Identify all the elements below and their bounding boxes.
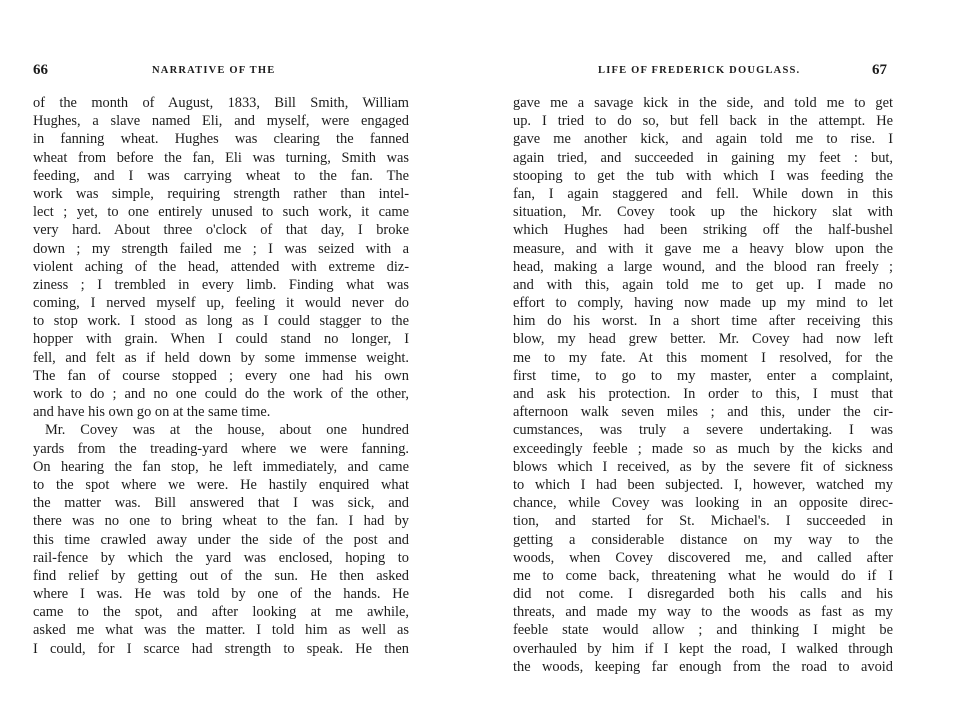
text-line: him do his worst. In a short time after receiving this [513, 313, 893, 330]
text-line: I could, for I scarce had strength to speak. He then [33, 640, 409, 657]
right-page-text [513, 94, 893, 676]
text-line: Mr. Covey was at the house, about one hundred [45, 422, 409, 439]
text-line: first time, to go to my master, enter a complaint, [513, 367, 893, 384]
text-line: blows which I received, as by the severe fit of sickness [513, 458, 893, 475]
text-line: tion, and started for St. Michael's. I succeeded in [513, 513, 893, 530]
text-line: cumstances, was truly a severe undertaking. I was [513, 422, 893, 439]
text-line: stooping to get the tub with which I was feeding the [513, 167, 893, 184]
text-line: the woods, keeping far enough from the road to avoid [513, 658, 893, 675]
text-line: came to the spot, and after looking at me awhile, [33, 604, 409, 621]
text-line: and with this, again told me to get up. I made no [513, 276, 893, 293]
text-line: work to do ; and no one could do the work of the other, [33, 386, 409, 402]
text-line: to stop work. I stood as long as I could stagger to the [33, 313, 409, 330]
text-line: Hughes, a slave named Eli, and myself, were engaged [33, 113, 409, 130]
text-line: coming, I nerved myself up, feeling it would never do [33, 295, 409, 312]
right-page [490, 0, 980, 727]
text-line: ziness ; I trembled in every limb. Finding what was [33, 276, 409, 293]
text-line: chance, while Covey was looking in an opposite direc- [513, 495, 893, 512]
text-line: of the month of August, 1833, Bill Smith, William [33, 95, 409, 111]
text-line: The fan of course stopped ; every one had his own [33, 367, 409, 384]
text-line: yards from the treading-yard where we were fanning. [33, 440, 409, 457]
text-line: On hearing the fan stop, he left immediately, and came [33, 458, 409, 475]
text-line: and ask his protection. In order to this, I must that [513, 386, 893, 402]
text-line: down ; my strength failed me ; I was seized with a [33, 240, 409, 257]
text-line: this time crawled away under the side of the post and [33, 531, 409, 548]
text-line: overhauled by him if I kept the road, I walked through [513, 640, 893, 657]
text-line: exceedingly feeble ; made so as much by the kicks and [513, 440, 893, 457]
text-line: in fanning wheat. Hughes was clearing the fanned [33, 131, 409, 148]
text-line: rail-fence by which the yard was enclosed, hoping to [33, 549, 409, 566]
text-line: gave me another kick, and again told me to rise. I [513, 131, 893, 148]
page-number-left: 66 [33, 62, 48, 78]
text-line: where I was. He was told by one of the hands. He [33, 586, 409, 603]
running-head-right: LIFE OF FREDERICK DOUGLASS. [598, 65, 801, 76]
text-line: did not come. I disregarded both his calls and his [513, 586, 893, 603]
text-line: gave me a savage kick in the side, and told me to get [513, 95, 893, 111]
text-line: fell, and felt as if held down by some immense weight. [33, 349, 409, 366]
text-line: the matter was. Bill answered that I was sick, and [33, 495, 409, 512]
text-line: again tried, and succeeded in gaining my feet : but, [513, 149, 893, 166]
text-line: situation, Mr. Covey took up the hickory slat with [513, 204, 893, 221]
text-line: wheat from before the fan, Eli was turning, Smith was [33, 149, 409, 166]
text-line: fan, I again staggered and fell. While down in this [513, 185, 893, 202]
text-line: asked me what was the matter. I told him as well as [33, 622, 409, 639]
text-line: up. I tried to do so, but fell back in the attempt. He [513, 113, 893, 130]
text-line: violent aching of the head, attended with extreme diz- [33, 258, 409, 275]
running-head-left: NARRATIVE OF THE [152, 65, 276, 76]
text-line: and have his own go on at the same time. [33, 404, 271, 421]
text-line: very hard. About three o'clock of that day, I broke [33, 222, 409, 239]
text-line: me to come back, threatening what he would do if I [513, 567, 893, 584]
left-page-text [33, 94, 409, 658]
text-line: feeble state would allow ; and thinking I might be [513, 622, 893, 639]
text-line: to the spot where we were. He hastily enquired what [33, 476, 409, 493]
text-line: threats, and made my way to the woods as fast as my [513, 604, 893, 621]
text-line: to which I had been subjected. I, however, watched my [513, 476, 893, 493]
page-number-right: 67 [872, 62, 887, 78]
text-line: afternoon walk seven miles ; and this, under the cir- [513, 404, 893, 421]
text-line: measure, and with it gave me a heavy blow upon the [513, 240, 893, 257]
text-line: woods, when Covey discovered me, and called after [513, 549, 893, 566]
text-line: head, making a large wound, and the blood ran freely ; [513, 258, 893, 275]
text-line: me to my fate. At this moment I resolved, for the [513, 349, 893, 366]
text-line: there was no one to bring wheat to the fan. I had by [33, 513, 409, 530]
text-line: work was simple, requiring strength rather than intel- [33, 185, 409, 202]
text-line: find relief by getting out of the sun. He then asked [33, 567, 409, 584]
text-line: lect ; yet, to one entirely unused to such work, it came [33, 204, 409, 221]
text-line: hopper with grain. When I could stand no longer, I [33, 331, 409, 348]
text-line: blow, my head grew better. Mr. Covey had now left [513, 331, 893, 348]
text-line: feeding, and I was carrying wheat to the fan. The [33, 167, 409, 184]
text-line: which Hughes had been striking off the half-bushel [513, 222, 893, 239]
text-line: effort to comply, having now made up my mind to let [513, 295, 893, 312]
text-line: getting a considerable distance on my way to the [513, 531, 893, 548]
